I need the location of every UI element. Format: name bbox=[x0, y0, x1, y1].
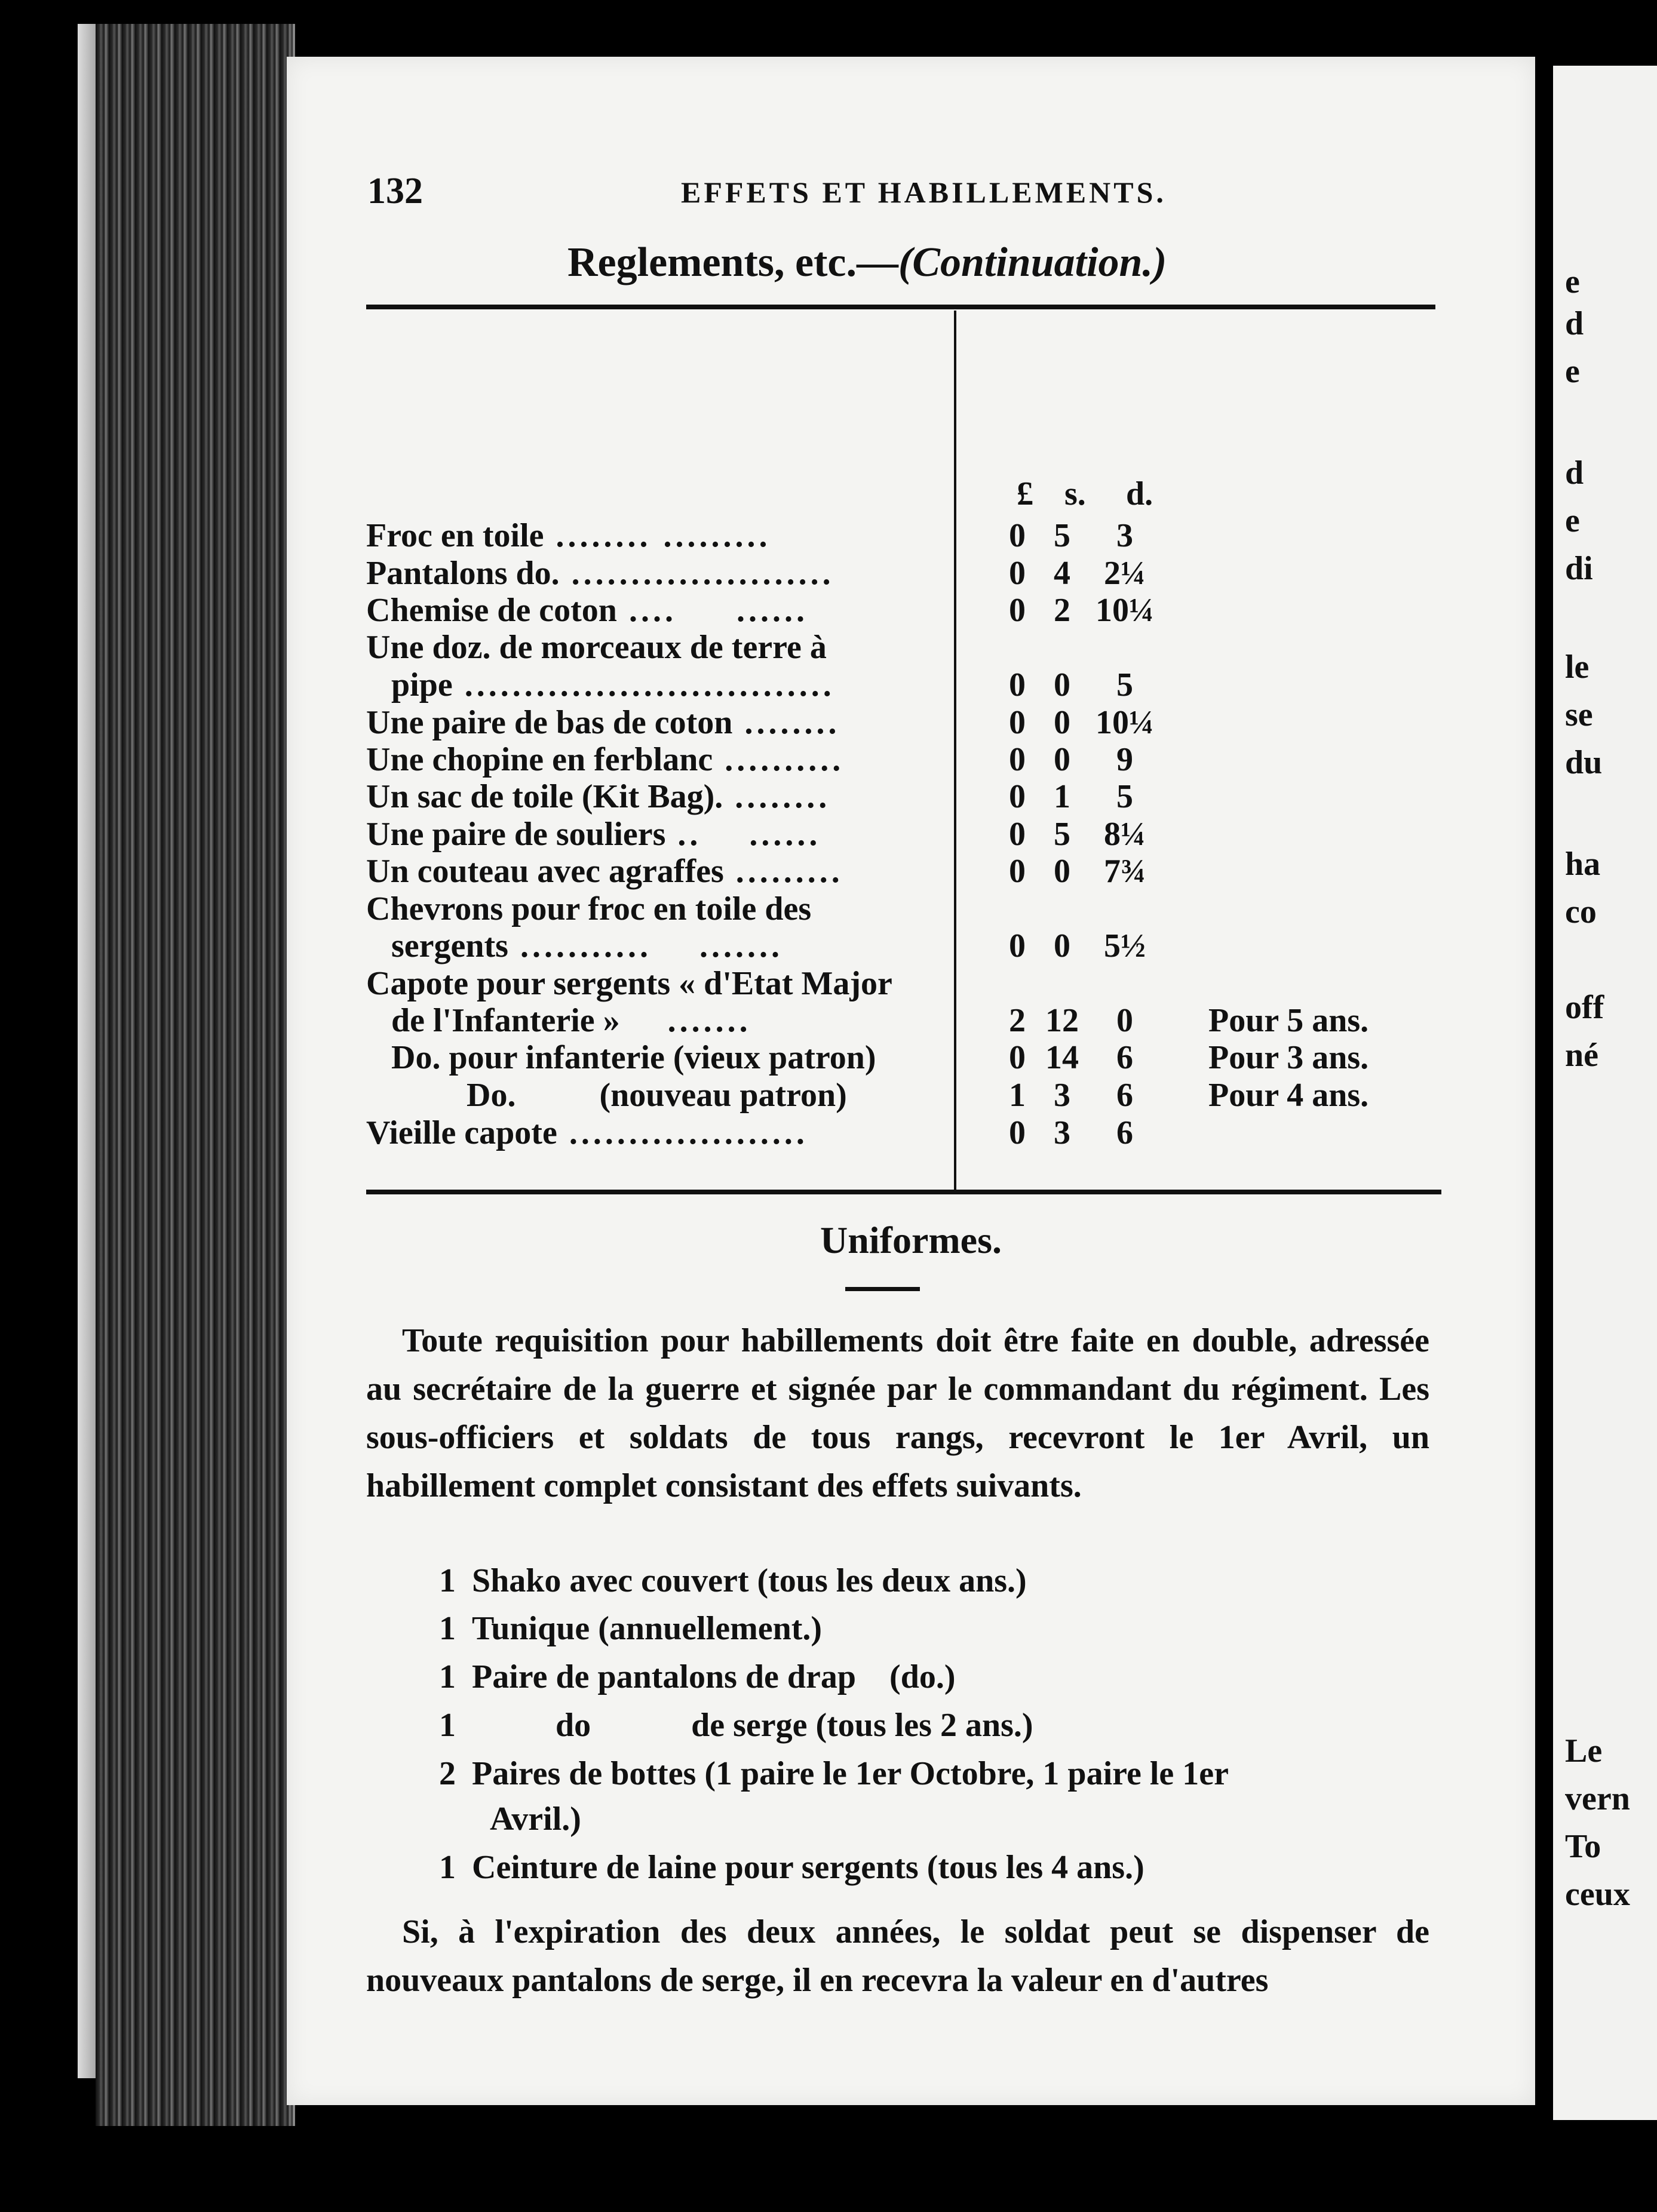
row-pounds: 0 bbox=[1009, 1114, 1026, 1151]
row-label-text: Un sac de toile (Kit Bag). bbox=[366, 778, 723, 815]
row-pounds: 0 bbox=[1009, 816, 1026, 853]
row-duration-note: Pour 4 ans. bbox=[1208, 1077, 1369, 1114]
row-label-text: pipe bbox=[366, 666, 453, 703]
row-label bbox=[366, 666, 952, 704]
item-text: Shako avec couvert (tous les deux ans.) bbox=[472, 1562, 1027, 1599]
item-quantity: 1 bbox=[439, 1658, 456, 1695]
row-leader-dots: .. ...... bbox=[665, 816, 821, 853]
fragment-text: se bbox=[1565, 696, 1593, 733]
fragment-text: Le bbox=[1565, 1732, 1603, 1769]
row-label-text: Chevrons pour froc en toile des bbox=[366, 890, 812, 927]
list-item bbox=[439, 1562, 1027, 1600]
table-row bbox=[366, 778, 1441, 815]
item-quantity: 1 bbox=[439, 1610, 456, 1647]
row-label bbox=[366, 628, 952, 666]
row-label bbox=[366, 927, 952, 965]
column-head-pounds: £ bbox=[1017, 475, 1033, 512]
table-row bbox=[366, 815, 1441, 852]
row-shillings: 14 bbox=[1045, 1039, 1079, 1076]
item-quantity: 2 bbox=[439, 1755, 456, 1792]
fragment-text: off bbox=[1565, 989, 1604, 1026]
item-quantity: 1 bbox=[439, 1849, 456, 1886]
book-spine bbox=[96, 24, 295, 2126]
row-pence: 5 bbox=[1116, 666, 1133, 703]
table-row bbox=[366, 517, 1441, 554]
row-shillings: 1 bbox=[1054, 778, 1070, 815]
row-shillings: 5 bbox=[1054, 816, 1070, 853]
table-row bbox=[366, 666, 1441, 703]
item-text: Paire de pantalons de drap (do.) bbox=[472, 1658, 956, 1695]
row-pence: 6 bbox=[1116, 1039, 1133, 1076]
row-label bbox=[366, 1001, 952, 1040]
item-quantity: 1 bbox=[439, 1562, 456, 1599]
table-row bbox=[366, 927, 1441, 964]
row-label-text: Une paire de bas de coton bbox=[366, 704, 733, 741]
item-text: Avril.) bbox=[490, 1801, 581, 1838]
fragment-text: le bbox=[1565, 649, 1590, 686]
list-item bbox=[439, 1609, 822, 1648]
row-pence: 5 bbox=[1116, 778, 1133, 815]
book-page bbox=[287, 57, 1535, 2105]
row-label-text: Pantalons do. bbox=[366, 555, 560, 592]
row-pence: 10¼ bbox=[1096, 592, 1154, 629]
row-shillings: 0 bbox=[1054, 666, 1070, 703]
row-leader-dots: ...................... bbox=[559, 555, 834, 592]
section-title bbox=[567, 239, 1167, 287]
item-text: Paires de bottes (1 paire le 1er Octobre, 1 paire le 1er bbox=[472, 1755, 1229, 1792]
column-head-shillings: s. bbox=[1064, 475, 1086, 512]
row-pence: 0 bbox=[1116, 1002, 1133, 1039]
row-label-text: Une doz. de morceaux de terre à bbox=[366, 629, 827, 666]
row-label bbox=[366, 964, 952, 1003]
row-shillings: 0 bbox=[1054, 704, 1070, 741]
row-shillings: 12 bbox=[1045, 1002, 1079, 1039]
row-label bbox=[366, 554, 952, 592]
table-row bbox=[366, 1114, 1441, 1151]
table-row bbox=[366, 1039, 1441, 1076]
row-shillings: 5 bbox=[1054, 517, 1070, 554]
row-pence: 6 bbox=[1116, 1077, 1133, 1114]
fragment-text: du bbox=[1565, 744, 1603, 781]
row-pounds: 0 bbox=[1009, 778, 1026, 815]
row-pounds: 0 bbox=[1009, 555, 1026, 592]
paragraph-expiration: Si, à l'expiration des deux années, le soldat peut se dispenser de nouveaux pantalons de serge, il en recevra la valeur en d'autres bbox=[366, 1913, 1429, 1999]
fragment-text: di bbox=[1565, 550, 1593, 587]
row-pence: 5½ bbox=[1104, 927, 1146, 964]
row-leader-dots: ........... ....... bbox=[508, 927, 783, 964]
fragment-text: d bbox=[1565, 454, 1584, 491]
row-label bbox=[366, 591, 952, 629]
row-duration-note: Pour 5 ans. bbox=[1208, 1002, 1369, 1039]
paragraph-requisition: Toute requisition pour habillements doit être faite en double, adressée au secrétaire de la guerre et signée par le commandant du régiment. Les sous-officiers et soldats de tous rangs, recevront le 1er Avril, un habillement complet consistant des effets suivants. bbox=[366, 1322, 1429, 1504]
row-leader-dots: ........ ......... bbox=[544, 517, 771, 554]
table-top-rule bbox=[366, 305, 1435, 309]
list-item bbox=[490, 1800, 581, 1838]
row-pounds: 0 bbox=[1009, 704, 1026, 741]
row-label bbox=[366, 815, 952, 853]
row-pence: 10¼ bbox=[1096, 704, 1154, 741]
table-row bbox=[366, 1001, 1441, 1039]
row-pounds: 0 bbox=[1009, 592, 1026, 629]
row-label bbox=[366, 1114, 952, 1152]
row-label bbox=[366, 1039, 952, 1077]
table-row bbox=[366, 591, 1441, 628]
table-row bbox=[366, 890, 1441, 927]
row-pounds: 0 bbox=[1009, 927, 1026, 964]
row-label-text: Froc en toile bbox=[366, 517, 544, 554]
row-label bbox=[366, 741, 952, 779]
fragment-text: e bbox=[1565, 263, 1580, 300]
row-label-text: Capote pour sergents « d'Etat Major bbox=[366, 965, 892, 1002]
row-shillings: 4 bbox=[1054, 555, 1070, 592]
row-pence: 6 bbox=[1116, 1114, 1133, 1151]
row-shillings: 0 bbox=[1054, 927, 1070, 964]
running-head: EFFETS ET HABILLEMENTS. bbox=[681, 176, 1167, 209]
row-label-text: Chemise de coton bbox=[366, 592, 617, 629]
row-pounds: 1 bbox=[1009, 1077, 1026, 1114]
row-leader-dots: .......... bbox=[713, 741, 845, 778]
row-pounds: 0 bbox=[1009, 853, 1026, 890]
row-label bbox=[366, 1076, 952, 1114]
list-item bbox=[439, 1658, 955, 1696]
row-pence: 2¼ bbox=[1104, 555, 1146, 592]
table-row bbox=[366, 703, 1441, 741]
fragment-text: co bbox=[1565, 893, 1597, 930]
row-leader-dots: .... ...... bbox=[616, 592, 808, 629]
row-shillings: 3 bbox=[1054, 1114, 1070, 1151]
row-pounds: 2 bbox=[1009, 1002, 1026, 1039]
row-label-text: Un couteau avec agraffes bbox=[366, 853, 724, 890]
fragment-text: né bbox=[1565, 1037, 1598, 1074]
row-pence: 9 bbox=[1116, 741, 1133, 778]
section-title-italic: (Continuation.) bbox=[898, 239, 1167, 285]
fragment-text: ceux bbox=[1565, 1876, 1630, 1913]
row-label-text: Do. pour infanterie (vieux patron) bbox=[366, 1039, 876, 1076]
row-label bbox=[366, 852, 952, 890]
row-pence: 8¼ bbox=[1104, 816, 1146, 853]
row-leader-dots: .................... bbox=[557, 1114, 808, 1151]
row-label bbox=[366, 778, 952, 816]
row-label-text: de l'Infanterie » bbox=[366, 1002, 620, 1039]
row-shillings: 0 bbox=[1054, 853, 1070, 890]
row-pounds: 0 bbox=[1009, 1039, 1026, 1076]
row-pence: 3 bbox=[1116, 517, 1133, 554]
item-text: Ceinture de laine pour sergents (tous les 4 ans.) bbox=[472, 1849, 1144, 1886]
column-head-pence: d. bbox=[1126, 475, 1153, 512]
row-leader-dots: ............................... bbox=[452, 666, 835, 703]
item-quantity: 1 bbox=[439, 1707, 456, 1744]
heading-rule bbox=[845, 1287, 920, 1291]
row-pounds: 0 bbox=[1009, 741, 1026, 778]
fragment-text: ha bbox=[1565, 846, 1601, 883]
fragment-text: e bbox=[1565, 502, 1580, 539]
adjacent-page-fragment bbox=[1553, 66, 1657, 2120]
row-leader-dots: ........ bbox=[723, 778, 831, 815]
row-pounds: 0 bbox=[1009, 666, 1026, 703]
table-row bbox=[366, 554, 1441, 591]
row-leader-dots: ......... bbox=[723, 853, 843, 890]
row-shillings: 0 bbox=[1054, 741, 1070, 778]
row-label bbox=[366, 703, 952, 742]
row-pence: 7¾ bbox=[1104, 853, 1146, 890]
table-bottom-rule bbox=[366, 1190, 1441, 1194]
row-label-text: Une paire de souliers bbox=[366, 816, 666, 853]
list-item bbox=[439, 1755, 1229, 1793]
row-pounds: 0 bbox=[1009, 517, 1026, 554]
item-text: do de serge (tous les 2 ans.) bbox=[472, 1707, 1033, 1744]
row-duration-note: Pour 3 ans. bbox=[1208, 1039, 1369, 1076]
table-row bbox=[366, 964, 1441, 1001]
row-shillings: 3 bbox=[1054, 1077, 1070, 1114]
page-number: 132 bbox=[367, 171, 423, 211]
row-leader-dots: ....... bbox=[619, 1002, 751, 1039]
uniformes-heading: Uniformes. bbox=[820, 1219, 1002, 1261]
row-label-text: Vieille capote bbox=[366, 1114, 557, 1151]
row-label bbox=[366, 517, 952, 555]
fragment-text: e bbox=[1565, 353, 1580, 390]
list-item bbox=[439, 1706, 1033, 1744]
table-row bbox=[366, 1076, 1441, 1113]
row-label-text: sergents bbox=[366, 927, 508, 964]
section-title-main: Reglements, etc.— bbox=[567, 239, 898, 285]
row-label bbox=[366, 890, 952, 928]
fragment-text: To bbox=[1565, 1828, 1601, 1865]
fragment-text: vern bbox=[1565, 1780, 1630, 1817]
fragment-text: d bbox=[1565, 305, 1584, 342]
item-text: Tunique (annuellement.) bbox=[472, 1610, 823, 1647]
list-item bbox=[439, 1848, 1144, 1887]
row-label-text: Une chopine en ferblanc bbox=[366, 741, 713, 778]
table-row bbox=[366, 741, 1441, 778]
row-leader-dots: ........ bbox=[732, 704, 840, 741]
row-shillings: 2 bbox=[1054, 592, 1070, 629]
table-row bbox=[366, 628, 1441, 665]
row-label-text: Do. (nouveau patron) bbox=[366, 1077, 847, 1114]
table-row bbox=[366, 852, 1441, 889]
